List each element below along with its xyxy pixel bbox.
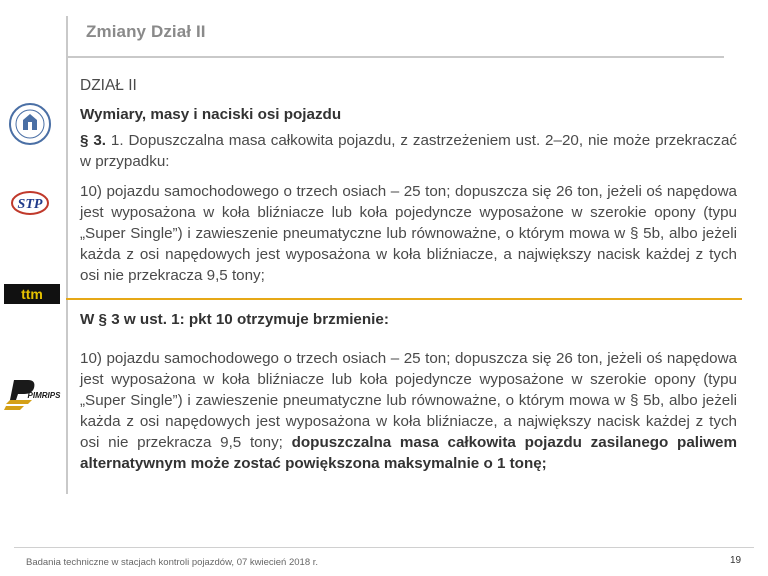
footer-text: Badania techniczne w stacjach kontroli pojazdów, 07 kwiecień 2018 r.: [26, 557, 319, 568]
paragraph-1-text: 1. Dopuszczalna masa całkowita pojazdu, z zastrzeżeniem ust. 2–20, nie może przekraczać w przypadku:: [80, 132, 737, 170]
pimrips-logo: [4, 376, 62, 412]
stp-logo: [10, 186, 50, 220]
ttm-logo: [4, 284, 60, 304]
paragraph-3-bold-text: dopuszczalna masa całkowita pojazdu zasilanego paliwem alternatywnym może zostać powiększona maksymalnie o 1 tonę;: [80, 434, 737, 472]
paragraph-1: [80, 130, 737, 172]
slide-title: Zmiany Dział II: [86, 22, 206, 41]
its-logo: [8, 98, 52, 150]
paragraph-2: 10) pojazdu samochodowego o trzech osiach – 25 ton; dopuszcza się 26 ton, jeżeli oś napędowa jest wyposażona w koła bliźniacze lub koła pojedyncze wyposażone w szerokie opony (typu „Super Single”) i zawieszenie pneumatyczne lub równoważne, o którym mowa w § 5b, albo jeżeli każda z osi napędowych jest wyposażona w koła bliźniacze, a największy nacisk każdej z tych osi nie przekracza 9,5 tony;: [80, 183, 737, 284]
pimrips-logo-text: PIMRIPS: [27, 391, 61, 400]
title-underline: [66, 56, 724, 58]
section-label: DZIAŁ II: [80, 77, 137, 94]
paragraph-1-section-mark: § 3.: [80, 132, 106, 149]
paragraph-3-text: 10) pojazdu samochodowego o trzech osiach – 25 ton; dopuszcza się 26 ton, jeżeli oś napędowa jest wyposażona w koła bliźniacze lub koła pojedyncze wyposażone w szerokie opony (typu „Super Single”) i zawieszenie pneumatyczne lub równoważne, o którym mowa w § 5b, albo jeżeli każda z osi napędowych jest wyposażona w koła bliźniacze, a największy nacisk każdej z tych osi nie przekracza 9,5 tony;: [80, 350, 737, 451]
amendment-heading: W § 3 w ust. 1: pkt 10 otrzymuje brzmienie:: [80, 311, 389, 328]
footer-divider: [14, 547, 754, 548]
section-heading: Wymiary, masy i naciski osi pojazdu: [80, 106, 342, 123]
accent-divider: [66, 298, 742, 300]
ttm-logo-text: ttm: [21, 286, 43, 302]
page-number: 19: [730, 555, 742, 566]
paragraph-3: [80, 348, 737, 474]
vertical-divider: [66, 16, 68, 494]
stp-logo-text: STP: [17, 197, 43, 212]
